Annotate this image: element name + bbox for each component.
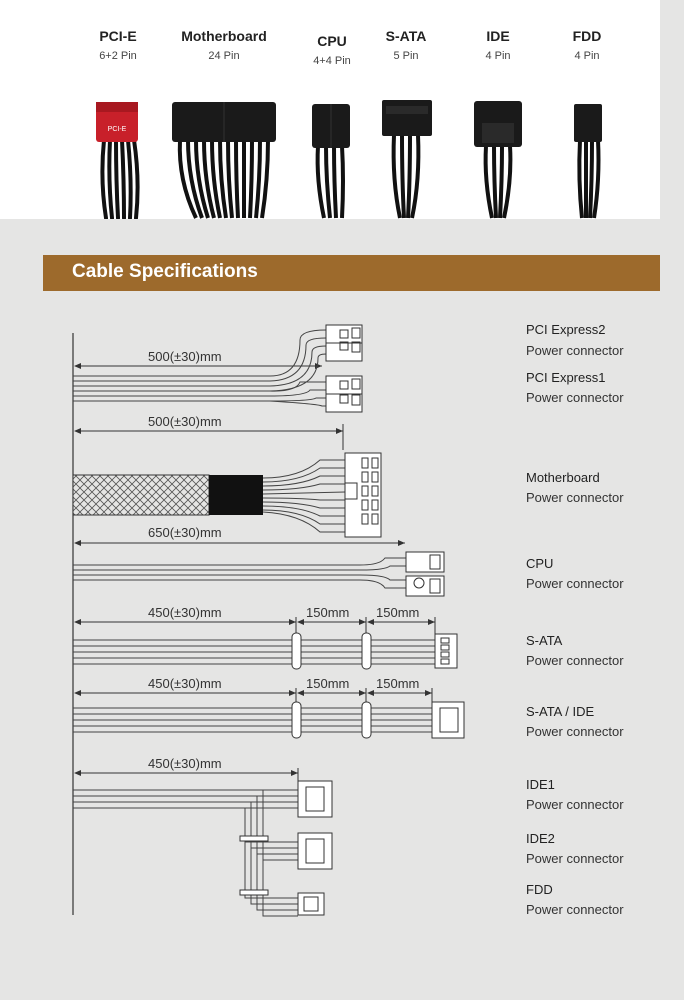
cpu-cable xyxy=(73,552,444,596)
dim-sataide-main-label: 450(±30)mm xyxy=(148,676,222,691)
dim-pcie xyxy=(75,349,322,366)
dim-sata-seg1-label: 150mm xyxy=(306,605,350,620)
pcie-plug-text: PCI-E xyxy=(107,126,127,133)
label-fdd-sub: Power connector xyxy=(526,902,624,917)
dim-sata-main-label: 450(±30)mm xyxy=(148,605,222,620)
dim-sataide xyxy=(75,676,432,706)
label-sataide-sub: Power connector xyxy=(526,724,624,739)
label-ide2-sub: Power connector xyxy=(526,851,624,866)
section-title: Cable Specifications xyxy=(72,261,258,282)
mb-cable xyxy=(73,453,381,537)
dim-sataide-seg1-label: 150mm xyxy=(306,676,350,691)
connector-title-sata: S-ATA xyxy=(385,28,427,44)
connector-title-cpu: CPU xyxy=(317,33,347,49)
dim-mb-label: 500(±30)mm xyxy=(148,414,222,429)
ide-fdd-cable xyxy=(73,781,332,916)
label-mb-sub: Power connector xyxy=(526,490,624,505)
dim-sata xyxy=(75,605,435,636)
dim-pcie-label: 500(±30)mm xyxy=(148,349,222,364)
pcie-cable xyxy=(73,330,326,406)
connector-pins-pcie: 6+2 Pin xyxy=(99,50,137,62)
label-pcie2-name: PCI Express2 xyxy=(526,322,606,337)
label-mb-name: Motherboard xyxy=(526,470,600,485)
pcie2-plug xyxy=(326,325,362,361)
connector-pins-cpu: 4+4 Pin xyxy=(313,55,351,67)
dim-mb xyxy=(75,414,343,450)
label-sata-sub: Power connector xyxy=(526,653,624,668)
label-ide1-name: IDE1 xyxy=(526,777,555,792)
label-ide1-sub: Power connector xyxy=(526,797,624,812)
dim-ide-main-label: 450(±30)mm xyxy=(148,756,222,771)
label-pcie1-name: PCI Express1 xyxy=(526,370,606,385)
connector-title-ide: IDE xyxy=(486,28,510,44)
label-cpu-sub: Power connector xyxy=(526,576,624,591)
dim-ide xyxy=(75,756,298,782)
label-sataide-name: S-ATA / IDE xyxy=(526,704,595,719)
dim-cpu-label: 650(±30)mm xyxy=(148,525,222,540)
pcie1-plug xyxy=(326,376,362,412)
connector-title-mb: Motherboard xyxy=(181,28,267,44)
connector-pins-mb: 24 Pin xyxy=(208,50,240,62)
dim-sata-seg2-label: 150mm xyxy=(376,605,420,620)
dim-sataide-seg2-label: 150mm xyxy=(376,676,420,691)
label-ide2-name: IDE2 xyxy=(526,831,555,846)
label-sata-name: S-ATA xyxy=(526,633,563,648)
connector-pins-fdd: 4 Pin xyxy=(574,50,600,62)
label-fdd-name: FDD xyxy=(526,882,553,897)
label-cpu-name: CPU xyxy=(526,556,554,571)
connector-title-pcie: PCI-E xyxy=(99,28,137,44)
label-pcie2-sub: Power connector xyxy=(526,343,624,358)
connector-title-fdd: FDD xyxy=(572,28,602,44)
connector-pins-sata: 5 Pin xyxy=(393,50,419,62)
sata-cable xyxy=(73,633,457,669)
connector-pins-ide: 4 Pin xyxy=(485,50,511,62)
label-pcie1-sub: Power connector xyxy=(526,390,624,405)
sataide-cable xyxy=(73,702,464,738)
